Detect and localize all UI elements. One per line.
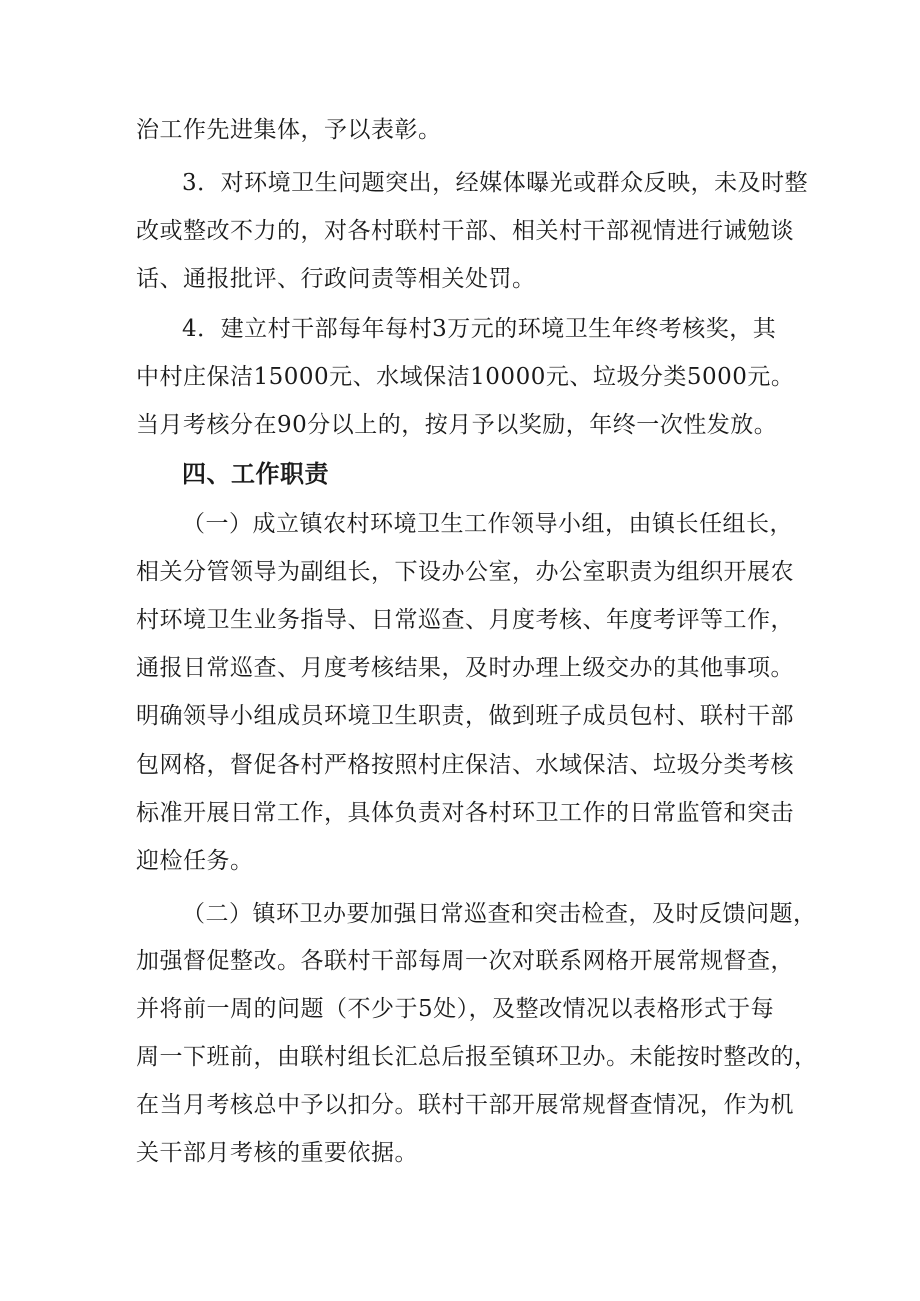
- paragraph-line: 3．对环境卫生问题突出，经媒体曝光或群众反映，未及时整: [182, 170, 809, 196]
- paragraph-line: 标准开展日常工作，具体负责对各村环卫工作的日常监管和突击: [136, 800, 794, 826]
- paragraph-line: 关干部月考核的重要依据。: [136, 1140, 418, 1166]
- paragraph-line: （一）成立镇农村环境卫生工作领导小组，由镇长任组长，: [182, 511, 793, 537]
- paragraph-line: 改或整改不力的，对各村联村干部、相关村干部视情进行诫勉谈: [136, 218, 794, 244]
- paragraph-line: 迎检任务。: [136, 848, 254, 874]
- paragraph-line: 相关分管领导为副组长，下设办公室，办公室职责为组织开展农: [136, 559, 794, 585]
- paragraph-line: 并将前一周的问题（不少于5处），及整改情况以表格形式于每: [136, 996, 775, 1022]
- paragraph-line: 4．建立村干部每年每村3万元的环境卫生年终考核奖，其: [182, 316, 777, 342]
- paragraph-line: 在当月考核总中予以扣分。联村干部开展常规督查情况，作为机: [136, 1092, 794, 1118]
- paragraph-line: （二）镇环卫办要加强日常巡查和突击检查，及时反馈问题，: [182, 901, 817, 927]
- paragraph-line: 周一下班前，由联村组长汇总后报至镇环卫办。未能按时整改的，: [136, 1044, 818, 1070]
- section-heading: 四、工作职责: [182, 460, 329, 488]
- paragraph-line: 治工作先进集体，予以表彰。: [136, 117, 442, 143]
- paragraph-line: 村环境卫生业务指导、日常巡查、月度考核、年度考评等工作，: [136, 607, 794, 633]
- paragraph-line: 当月考核分在90分以上的，按月予以奖励，年终一次性发放。: [136, 412, 778, 438]
- paragraph-line: 话、通报批评、行政问责等相关处罚。: [136, 266, 536, 292]
- paragraph-line: 通报日常巡查、月度考核结果，及时办理上级交办的其他事项。: [136, 655, 794, 681]
- paragraph-line: 中村庄保洁15000元、水域保洁10000元、垃圾分类5000元。: [136, 364, 795, 390]
- paragraph-line: 明确领导小组成员环境卫生职责，做到班子成员包村、联村干部: [136, 703, 794, 729]
- paragraph-line: 包网格，督促各村严格按照村庄保洁、水域保洁、垃圾分类考核: [136, 752, 794, 778]
- paragraph-line: 加强督促整改。各联村干部每周一次对联系网格开展常规督查，: [136, 948, 794, 974]
